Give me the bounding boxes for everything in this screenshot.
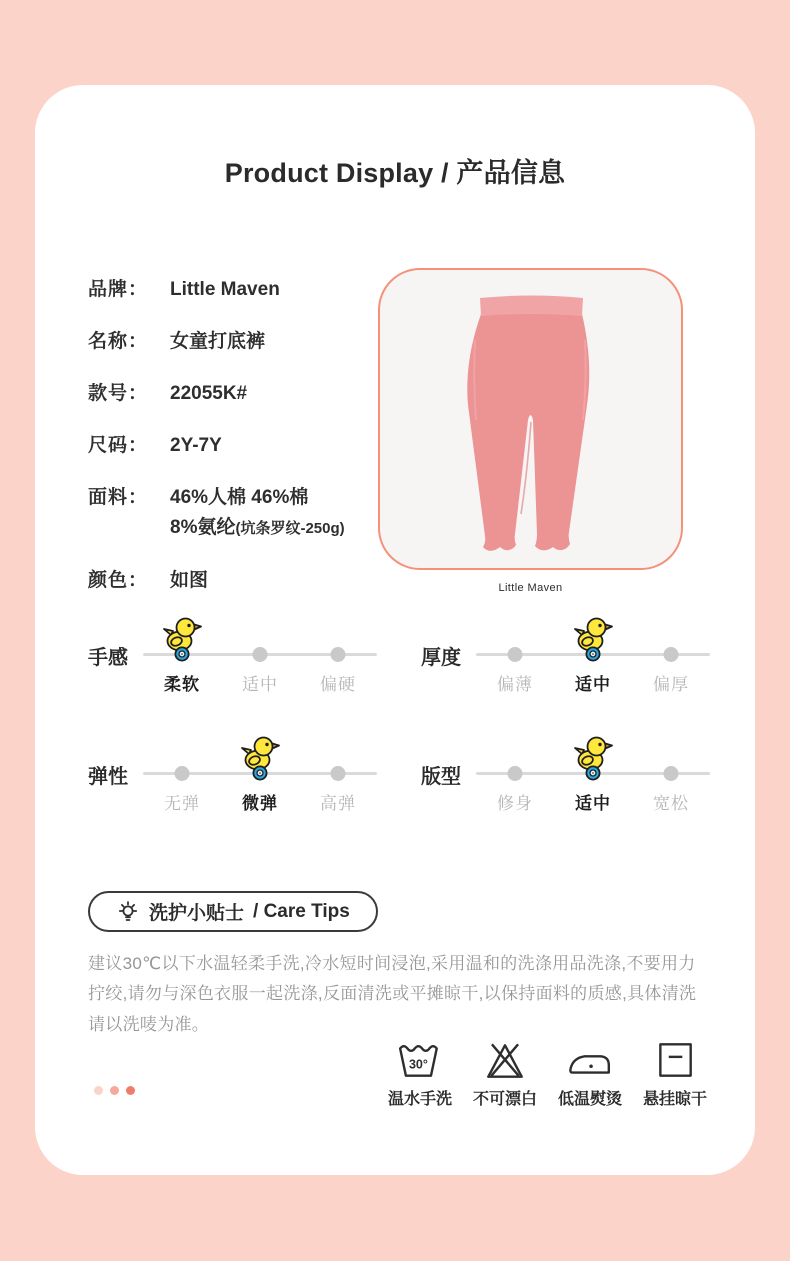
care-tips-heading-pill [88,891,378,932]
slider-step [554,621,632,695]
lightbulb-icon [116,900,140,924]
slider-step [476,621,554,695]
slider-option-label: 适中 [575,675,611,694]
care-heading-zh: 洗护小贴士 [149,903,245,924]
spec-row-fabric [88,483,378,544]
slider-option-label: 微弹 [242,794,278,813]
slider-step [554,740,632,814]
slider-dot [508,647,523,662]
slider-step [299,621,377,695]
laundry-symbol-hand-wash [384,1039,456,1109]
care-instructions-text: 建议30℃以下水温轻柔手洗,冷水短时间浸泡,采用温和的洗涤用品洗涤,不要用力拧绞,请勿与深色衣服一起洗涤,反面清洗或平摊晾干,以保持面料的质感,具体清洗请以洗唛为准。 [88,954,697,1034]
slider-step [632,621,710,695]
laundry-symbol-no-bleach [469,1039,541,1109]
slider-step [221,621,299,695]
laundry-symbol-label: 低温熨烫 [557,1091,622,1108]
rating-slider-elasticity [88,740,395,814]
pager-dot [94,1086,103,1095]
slider-step [143,621,221,695]
hang-dry-icon [652,1039,698,1081]
care-tips-section [88,891,710,1040]
spec-label: 面料： [88,487,149,508]
spec-value: 如图 [170,570,209,591]
slider-name: 弹性 [88,766,128,788]
laundry-symbol-label: 悬挂晾干 [642,1091,707,1108]
slider-dot [331,766,346,781]
slider-option-label: 偏硬 [320,675,356,694]
laundry-symbol-hang-dry [639,1039,711,1109]
slider-dot [253,647,268,662]
slider-option-label: 无弹 [164,794,200,813]
spec-value: 22055K# [170,383,248,404]
leggings-waistband [480,296,583,317]
spec-value: Little Maven [170,279,280,300]
slider-option-label: 偏薄 [497,675,533,694]
spec-row-color [88,566,378,596]
hand-wash-30-icon [397,1039,443,1081]
spec-row-brand [88,275,378,305]
page-title [35,151,755,190]
spec-label: 名称： [88,331,149,352]
slider-scale [143,740,377,814]
spec-row-style-number [88,379,378,409]
slider-dot [664,766,679,781]
spec-row-size [88,431,378,461]
product-info-card [35,85,755,1175]
spec-value: 2Y-7Y [170,435,222,456]
low-temp-iron-icon [567,1039,613,1081]
spec-label: 尺码： [88,435,149,456]
pager-dot [126,1086,135,1095]
rating-slider-thickness [421,621,728,695]
slider-step [632,740,710,814]
fabric-line-1: 46%人棉 46%棉 [170,487,309,508]
spec-label: 品牌： [88,279,149,300]
slider-name: 版型 [421,766,461,788]
rating-slider-feel [88,621,395,695]
slider-option-label: 修身 [497,794,533,813]
leggings-image [380,270,681,568]
product-info-section [88,268,738,618]
laundry-symbols-row [384,1039,711,1109]
duck-marker-icon [573,735,613,781]
do-not-bleach-icon [482,1039,528,1081]
photo-caption: Little Maven [498,582,563,594]
slider-dot [508,766,523,781]
slider-step [143,740,221,814]
slider-option-label: 适中 [575,794,611,813]
slider-step [476,740,554,814]
slider-option-label: 适中 [242,675,278,694]
fabric-line-2: 8%氨纶 [170,517,236,538]
spec-value [170,483,345,544]
pager-dots [94,1086,135,1095]
product-photo-column [378,268,683,618]
product-photo [378,268,683,570]
spec-row-name [88,327,378,357]
pager-dot [110,1086,119,1095]
care-heading-en: / Care Tips [253,900,350,922]
slider-scale [143,621,377,695]
slider-scale [476,740,710,814]
duck-marker-icon [573,616,613,662]
slider-name: 手感 [88,647,128,669]
product-spec-list [88,268,378,618]
spec-label: 款号： [88,383,149,404]
spec-label: 颜色： [88,570,149,591]
page-title-zh: 产品信息 [456,158,566,188]
slider-option-label: 高弹 [320,794,356,813]
page-title-en: Product Display [224,158,434,188]
rating-sliders [88,621,728,814]
spec-value: 女童打底裤 [170,331,266,352]
laundry-symbol-iron [554,1039,626,1109]
slider-option-label: 宽松 [653,794,689,813]
page-title-separator: / [433,158,457,188]
slider-dot [175,766,190,781]
leggings-body [467,312,589,551]
duck-marker-icon [240,735,280,781]
laundry-symbol-label: 不可漂白 [472,1091,537,1108]
slider-option-label: 柔软 [164,675,200,694]
slider-step [221,740,299,814]
svg-text:30°: 30° [408,1057,428,1072]
duck-marker-icon [162,616,202,662]
slider-step [299,740,377,814]
slider-scale [476,621,710,695]
slider-dot [331,647,346,662]
laundry-symbol-label: 温水手洗 [387,1091,452,1108]
rating-slider-fit [421,740,728,814]
fabric-note: (坑条罗纹-250g) [235,520,345,537]
slider-name: 厚度 [421,647,461,669]
slider-option-label: 偏厚 [653,675,689,694]
slider-dot [664,647,679,662]
